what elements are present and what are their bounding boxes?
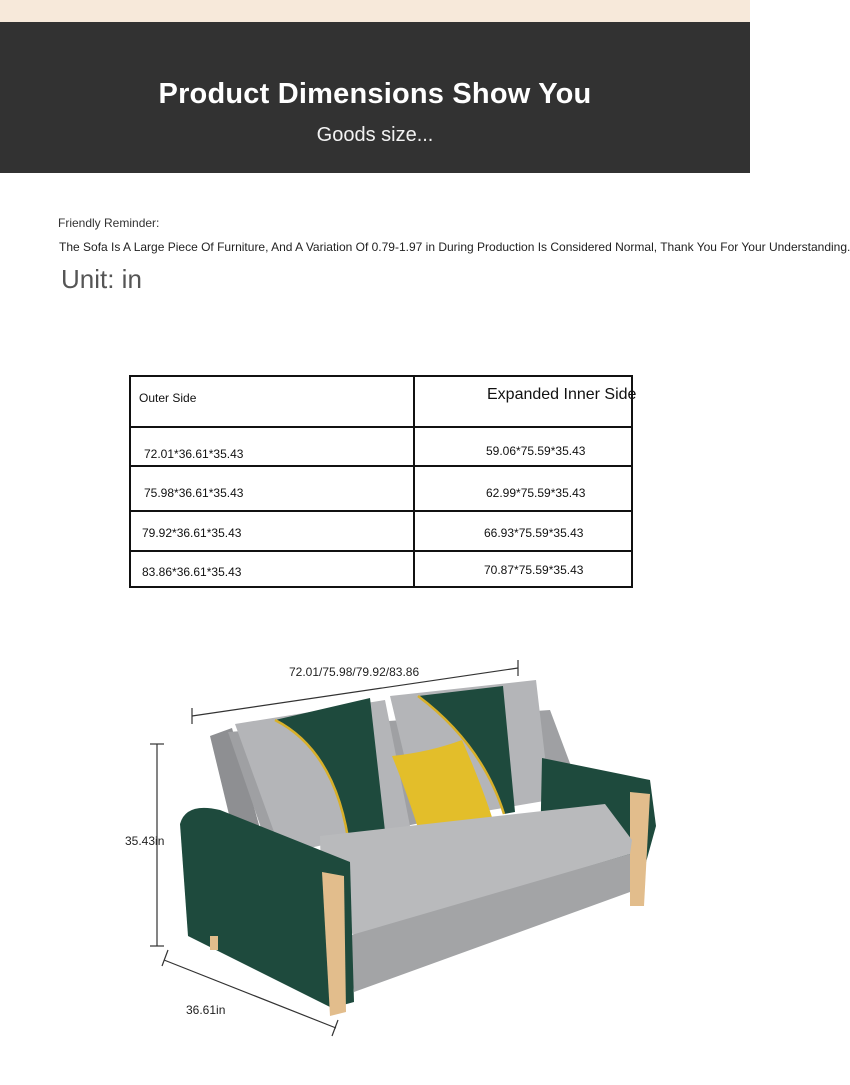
top-decorative-strip (0, 0, 750, 22)
table-header-inner: Expanded Inner Side (487, 386, 637, 403)
table-divider-vertical (413, 377, 415, 586)
depth-dimension-label: 36.61in (186, 1003, 226, 1017)
table-cell-inner: 62.99*75.59*35.43 (486, 486, 586, 500)
table-cell-outer: 83.86*36.61*35.43 (142, 565, 242, 579)
width-dimension-label: 72.01/75.98/79.92/83.86 (289, 665, 420, 679)
table-cell-outer: 72.01*36.61*35.43 (144, 447, 244, 461)
table-divider (131, 465, 631, 467)
unit-label: Unit: in (61, 264, 142, 294)
page-subtitle: Goods size... (316, 124, 434, 146)
table-cell-inner: 70.87*75.59*35.43 (484, 563, 584, 577)
sofa-diagram (110, 640, 680, 1060)
table-header-outer: Outer Side (139, 391, 197, 405)
dimensions-table (129, 375, 637, 588)
reminder-text: The Sofa Is A Large Piece Of Furniture, And A Variation Of 0.79-1.97 in During Production Is Considered Normal, Thank You For Your Understanding. (59, 240, 850, 254)
table-cell-inner: 59.06*75.59*35.43 (486, 444, 586, 458)
page-title: Product Dimensions Show You (158, 78, 592, 110)
table-divider (131, 550, 631, 552)
table-divider (131, 426, 631, 428)
table-cell-inner: 66.93*75.59*35.43 (484, 526, 584, 540)
reminder-label: Friendly Reminder: (58, 216, 160, 230)
sofa-illustration (110, 640, 680, 1060)
table-divider (131, 510, 631, 512)
height-dimension-label: 35.43in (125, 834, 165, 848)
table-cell-outer: 75.98*36.61*35.43 (144, 486, 244, 500)
table-cell-outer: 79.92*36.61*35.43 (142, 526, 242, 540)
